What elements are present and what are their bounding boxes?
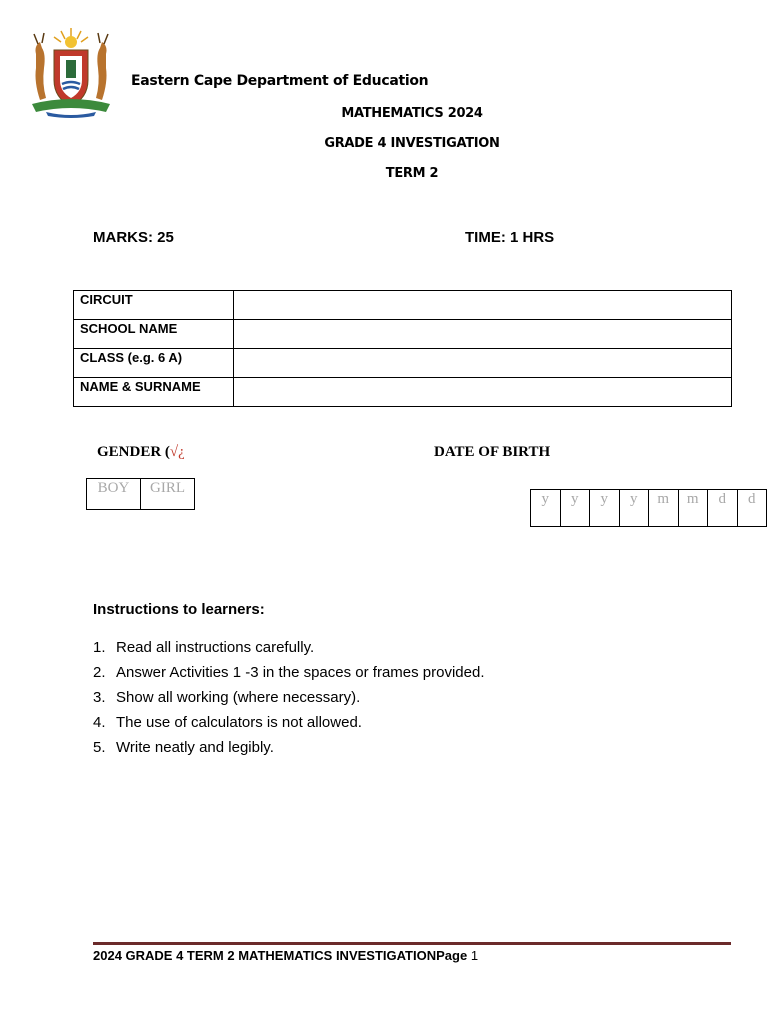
table-row — [74, 320, 732, 349]
list-item — [93, 689, 485, 714]
circuit-field[interactable] — [234, 291, 732, 320]
gender-boxes — [86, 478, 195, 510]
marks-label: MARKS: 25 — [93, 229, 174, 246]
list-item-number: 1. — [93, 639, 106, 656]
tick-mark: √¿ — [169, 444, 185, 460]
table-row — [74, 378, 732, 407]
list-item-number: 4. — [93, 714, 106, 731]
list-item-text: Show all working (where necessary). — [116, 689, 361, 706]
date-of-birth-boxes — [530, 489, 767, 527]
list-item — [93, 739, 485, 764]
list-item — [93, 664, 485, 689]
dob-day-box[interactable]: d — [708, 490, 738, 527]
table-row — [74, 291, 732, 320]
footer-text: 2024 GRADE 4 TERM 2 MATHEMATICS INVESTIGATION — [93, 948, 437, 963]
instructions-list — [93, 639, 485, 764]
dob-year-box[interactable]: y — [531, 490, 561, 527]
dob-year-box[interactable]: y — [590, 490, 620, 527]
list-item-text: Answer Activities 1 -3 in the spaces or frames provided. — [116, 664, 485, 681]
list-item-number: 5. — [93, 739, 106, 756]
learner-info-table — [73, 290, 732, 407]
dob-year-box[interactable]: y — [560, 490, 590, 527]
footer-rule — [93, 942, 731, 945]
name-surname-label: NAME & SURNAME — [74, 378, 234, 407]
list-item-number: 2. — [93, 664, 106, 681]
list-item-number: 3. — [93, 689, 106, 706]
name-surname-field[interactable] — [234, 378, 732, 407]
list-item-text: Read all instructions carefully. — [116, 639, 315, 656]
term-title: TERM 2 — [385, 166, 439, 181]
gender-boy-box[interactable]: BOY — [87, 479, 141, 510]
table-row — [74, 349, 732, 378]
gender-girl-box[interactable]: GIRL — [141, 479, 195, 510]
list-item — [93, 639, 485, 664]
subject-title: MATHEMATICS 2024 — [341, 106, 483, 121]
department-name: Eastern Cape Department of Education — [131, 73, 429, 89]
school-name-label: SCHOOL NAME — [74, 320, 234, 349]
school-name-field[interactable] — [234, 320, 732, 349]
time-label: TIME: 1 HRS — [465, 229, 555, 246]
list-item-text: Write neatly and legibly. — [116, 739, 274, 756]
dob-year-box[interactable]: y — [619, 490, 649, 527]
list-item — [93, 714, 485, 739]
date-of-birth-label: DATE OF BIRTH — [434, 444, 551, 460]
instructions-heading: Instructions to learners: — [93, 601, 265, 618]
assessment-title: GRADE 4 INVESTIGATION — [324, 136, 500, 151]
class-field[interactable] — [234, 349, 732, 378]
dob-month-box[interactable]: m — [678, 490, 708, 527]
dob-day-box[interactable]: d — [737, 490, 767, 527]
dob-month-box[interactable]: m — [649, 490, 679, 527]
page-footer — [93, 948, 478, 963]
footer-page-label: Page — [436, 948, 468, 963]
list-item-text: The use of calculators is not allowed. — [116, 714, 362, 731]
gender-label — [97, 444, 185, 461]
footer-page-number: 1 — [470, 948, 479, 963]
class-label: CLASS (e.g. 6 A) — [74, 349, 234, 378]
circuit-label: CIRCUIT — [74, 291, 234, 320]
gender-label-text: GENDER ( — [97, 444, 170, 460]
